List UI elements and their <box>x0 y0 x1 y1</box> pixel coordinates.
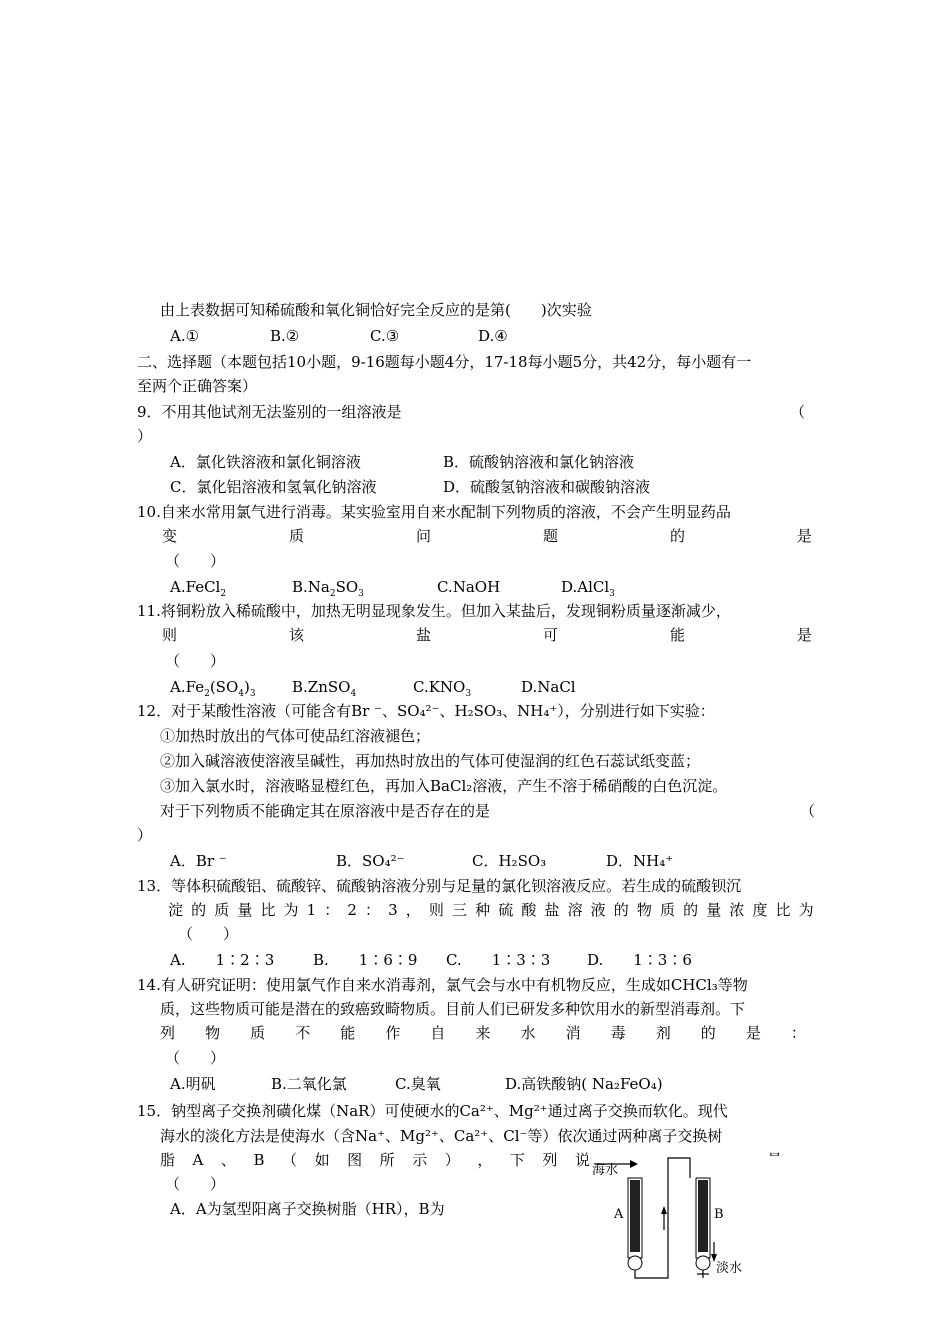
q15-word: 图 <box>347 1151 363 1169</box>
q14-word: 的 <box>700 1024 716 1042</box>
q8-option-d: D.④ <box>478 327 508 345</box>
label-freshwater: 淡水 <box>716 1261 743 1276</box>
q15-word: ， <box>477 1151 493 1169</box>
q10-line1: 10.自来水常用氯气进行消毒。某实验室用自来水配制下列物质的溶液，不会产生明显药品 <box>137 503 731 521</box>
q14-word: 能 <box>340 1024 356 1042</box>
q10-word: 题 <box>542 527 558 545</box>
q12-exp1: ①加热时放出的气体可使品红溶液褪色； <box>160 727 431 745</box>
q13-word: 溶 <box>567 901 583 919</box>
q8-option-a: A.① <box>170 327 200 345</box>
q14-option-b: B.二氧化氯 <box>271 1075 347 1093</box>
q11-word: 该 <box>288 626 304 644</box>
q10-word: 是 <box>796 527 812 545</box>
q13-word: 盐 <box>544 901 560 919</box>
q13-option-a: A. 1∶2∶3 <box>170 951 275 969</box>
q11-paren: （ ） <box>165 652 226 670</box>
q13-line2 <box>168 900 814 920</box>
q13-word: 比 <box>260 901 276 919</box>
q15-word: ） <box>444 1151 460 1169</box>
q12-stem: 12．对于某酸性溶液（可能含有Br ⁻、SO₄²⁻、H₂SO₃、NH₄⁺），分别进行如下实验： <box>137 702 715 720</box>
q13-word: 的 <box>683 901 699 919</box>
q14-line1: 14.有人研究证明：使用氯气作自来水消毒剂，氯气会与水中有机物反应，生成如CHCl₃等物 <box>137 976 748 994</box>
q14-line2: 质，这些物质可能是潜在的致癌致畸物质。目前人们已研发多种饮用水的新型消毒剂。下 <box>160 1000 746 1018</box>
q14-word: 水 <box>520 1024 536 1042</box>
q9-paren-open: （ <box>790 403 806 421</box>
q10-word: 问 <box>415 527 431 545</box>
q13-word: 三 <box>452 901 468 919</box>
q15-word: 所 <box>379 1151 395 1169</box>
q11-word: 能 <box>669 626 685 644</box>
q13-word: 度 <box>752 901 768 919</box>
q14-word: 列 <box>160 1024 176 1042</box>
q12-exp2: ②加入碱溶液使溶液呈碱性，再加热时放出的气体可使湿润的红色石蕊试纸变蓝； <box>160 752 701 770</box>
q14-word: ： <box>790 1024 806 1042</box>
q14-option-a: A.明矾 <box>170 1075 216 1093</box>
q14-option-d: D.高铁酸钠( Na₂FeO₄) <box>505 1075 663 1093</box>
q9-option-a: A．氯化铁溶液和氯化铜溶液 <box>170 453 361 471</box>
q10-option-b: $B.Na_2SO_3$ <box>292 578 364 599</box>
q15-line1: 15．钠型离子交换剂磺化煤（NaR）可使硬水的Ca²⁺、Mg²⁺通过离子交换而软化。现代 <box>137 1102 728 1120</box>
q13-line1: 13．等体积硫酸铝、硫酸锌、硫酸钠溶液分别与足量的氯化钡溶液反应。若生成的硫酸钡沉 <box>137 877 742 895</box>
q15-word: 下 <box>509 1151 525 1169</box>
q15-paren: （ ） <box>165 1175 226 1193</box>
q9-option-c: C．氯化铝溶液和氢氧化钠溶液 <box>170 478 377 496</box>
q13-word: 1 <box>306 901 317 919</box>
q13-option-b: B. 1∶6∶9 <box>313 951 418 969</box>
q10-word: 质 <box>288 527 304 545</box>
q11-line1: 11.将铜粉放入稀硫酸中，加热无明显现象发生。但加入某盐后，发现铜粉质量逐渐减少， <box>137 602 731 620</box>
q11-word: 则 <box>162 626 178 644</box>
q14-word: 消 <box>565 1024 581 1042</box>
q9-stem: 9．不用其他试剂无法鉴别的一组溶液是 <box>137 403 402 421</box>
q12-exp3: ③加入氯水时，溶液略显橙红色，再加入BaCl₂溶液，产生不溶于稀硝酸的白色沉淀。 <box>160 777 728 795</box>
q15-word: 列 <box>542 1151 558 1169</box>
q14-paren: （ ） <box>165 1049 226 1067</box>
q13-word: 种 <box>475 901 491 919</box>
q13-word: 酸 <box>521 901 537 919</box>
q13-word: 量 <box>706 901 722 919</box>
q10-word: 的 <box>669 527 685 545</box>
q15-line2: 海水的淡化方法是使海水（含Na⁺、Mg²⁺、Ca²⁺、Cl⁻等）依次通过两种离子交换树 <box>160 1127 723 1145</box>
q13-paren: （ ） <box>178 925 239 943</box>
column-b-bulb <box>696 1256 710 1270</box>
q12-paren-close: ） <box>137 826 153 844</box>
q12-option-c: C．H₂SO₃ <box>472 852 547 870</box>
q13-option-c: C. 1∶3∶3 <box>446 951 551 969</box>
q9-option-d: D．硫酸氢钠溶液和碳酸钠溶液 <box>443 478 651 496</box>
q15-word: 脂 <box>160 1151 176 1169</box>
q15-word: （ <box>282 1151 298 1169</box>
label-column-a: A <box>614 1207 624 1222</box>
q13-word: ： <box>365 901 381 919</box>
q15-word: 说 <box>574 1151 590 1169</box>
q13-option-d: D. 1∶3∶6 <box>587 951 692 969</box>
q8-intro: 由上表数据可知稀硫酸和氧化铜恰好完全反应的是第( )次实验 <box>160 301 592 319</box>
q13-word: 为 <box>283 901 299 919</box>
q14-word: 剂 <box>655 1024 671 1042</box>
q13-word: 则 <box>428 901 444 919</box>
q13-word: ： <box>324 901 340 919</box>
section2-header-line1: 二、选择题（本题包括10小题，9-16题每小题4分，17-18每小题5分，共42分，每小题有一 <box>137 353 752 371</box>
q15-word: 、 <box>220 1151 236 1169</box>
q13-word: 浓 <box>729 901 745 919</box>
q14-word: 自 <box>430 1024 446 1042</box>
q14-word: 来 <box>475 1024 491 1042</box>
q10-line2 <box>162 526 812 546</box>
column-a-bulb <box>628 1256 642 1270</box>
q13-word: 质 <box>214 901 230 919</box>
q11-option-c: $C.KNO_3$ <box>413 678 472 699</box>
column-a-resin <box>630 1180 640 1252</box>
q14-word: 是 <box>745 1024 761 1042</box>
q15-word: 示 <box>412 1151 428 1169</box>
q15-word: B <box>253 1151 265 1169</box>
label-column-b: B <box>714 1207 724 1222</box>
label-seawater: 海水 <box>592 1163 619 1178</box>
q11-word: 盐 <box>415 626 431 644</box>
q10-option-a: A.FeCl$_2$ <box>170 578 227 599</box>
q13-word: 淀 <box>168 901 184 919</box>
q13-word: 量 <box>237 901 253 919</box>
q14-word: 不 <box>295 1024 311 1042</box>
section2-header-line2: 至两个正确答案） <box>137 377 258 395</box>
q12-option-b: B．SO₄²⁻ <box>336 852 405 870</box>
q13-word: 硫 <box>498 901 514 919</box>
q11-option-b: B.ZnSO$_4$ <box>292 678 357 699</box>
q14-word: 质 <box>250 1024 266 1042</box>
q14-line3 <box>160 1023 806 1043</box>
q14-word: 物 <box>205 1024 221 1042</box>
q15-word: 如 <box>314 1151 330 1169</box>
q14-option-c: C.臭氧 <box>395 1075 441 1093</box>
q14-word: 作 <box>385 1024 401 1042</box>
ion-exchange-figure <box>590 1156 790 1286</box>
q9-paren-close: ） <box>137 427 153 445</box>
q8-option-c: C.③ <box>370 327 400 345</box>
column-b-resin <box>698 1180 708 1252</box>
q9-option-b: B．硫酸钠溶液和氯化钠溶液 <box>443 453 635 471</box>
q10-option-c: C.NaOH <box>437 578 501 596</box>
q12-option-d: D．NH₄⁺ <box>606 852 674 870</box>
q13-word: 质 <box>660 901 676 919</box>
q11-line2 <box>162 625 812 645</box>
q8-option-b: B.② <box>270 327 300 345</box>
q11-word: 可 <box>542 626 558 644</box>
q11-word: 是 <box>796 626 812 644</box>
q13-word: 液 <box>590 901 606 919</box>
q13-word: 物 <box>636 901 652 919</box>
q13-word: 3 <box>388 901 398 919</box>
q15-word: A <box>192 1151 204 1169</box>
q10-option-d: D.AlCl$_3$ <box>561 578 615 599</box>
q13-word: 比 <box>775 901 791 919</box>
q15-option-a: A．A为氢型阳离子交换树脂（HR），B为 <box>170 1200 445 1218</box>
q10-paren: （ ） <box>165 552 226 570</box>
q13-word: 的 <box>613 901 629 919</box>
q11-option-d: D.NaCl <box>521 678 576 696</box>
q14-word: 毒 <box>610 1024 626 1042</box>
q10-word: 变 <box>162 527 178 545</box>
q13-word: ， <box>405 901 421 919</box>
q12-question: 对于下列物质不能确定其在原溶液中是否存在的是 <box>160 802 491 820</box>
q12-paren-open: （ <box>800 802 816 820</box>
q13-word: 为 <box>798 901 814 919</box>
q13-word: 2 <box>347 901 357 919</box>
q12-option-a: A．Br ⁻ <box>170 852 227 870</box>
q13-word: 的 <box>191 901 207 919</box>
q11-option-a: $A.Fe_2(SO_4)_3$ <box>170 678 256 699</box>
q15-line3 <box>160 1150 590 1170</box>
